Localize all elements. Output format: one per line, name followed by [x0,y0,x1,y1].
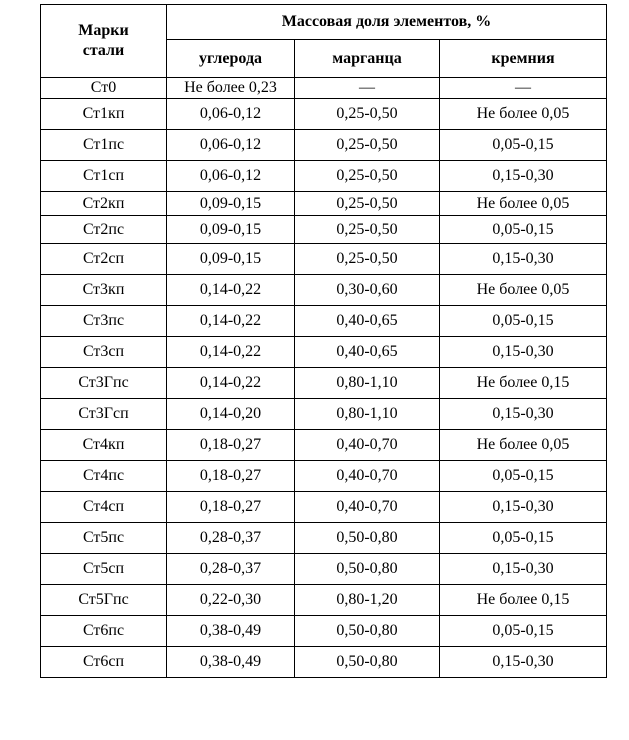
silicon-cell: Не более 0,15 [440,368,607,399]
silicon-cell: 0,05-0,15 [440,523,607,554]
grade-cell: Ст5пс [41,523,167,554]
table-row [41,399,607,430]
manganese-cell: 0,40-0,65 [295,337,440,368]
silicon-cell: Не более 0,05 [440,275,607,306]
manganese-cell: 0,25-0,50 [295,99,440,130]
table-row [41,554,607,585]
table-row [41,216,607,244]
table-row [41,585,607,616]
table-row [41,78,607,99]
table-row [41,161,607,192]
silicon-cell: 0,15-0,30 [440,161,607,192]
grade-cell: Ст6пс [41,616,167,647]
grade-cell: Ст3пс [41,306,167,337]
grade-cell: Ст5сп [41,554,167,585]
silicon-cell: 0,05-0,15 [440,616,607,647]
header-silicon: кремния [440,40,607,78]
carbon-cell: 0,38-0,49 [167,616,295,647]
silicon-cell: Не более 0,05 [440,430,607,461]
manganese-cell: 0,40-0,65 [295,306,440,337]
silicon-cell: Не более 0,05 [440,192,607,216]
silicon-cell: Не более 0,15 [440,585,607,616]
carbon-cell: 0,18-0,27 [167,461,295,492]
carbon-cell: 0,14-0,22 [167,337,295,368]
carbon-cell: 0,28-0,37 [167,523,295,554]
grade-cell: Ст3Гсп [41,399,167,430]
header-mass-fraction: Массовая доля элементов, % [167,5,607,40]
carbon-cell: 0,09-0,15 [167,244,295,275]
carbon-cell: 0,14-0,22 [167,275,295,306]
table-row [41,275,607,306]
manganese-cell: 0,40-0,70 [295,461,440,492]
manganese-cell: 0,25-0,50 [295,244,440,275]
grade-cell: Ст1пс [41,130,167,161]
manganese-cell: 0,25-0,50 [295,216,440,244]
manganese-cell: — [295,78,440,99]
table-row [41,130,607,161]
manganese-cell: 0,50-0,80 [295,647,440,678]
manganese-cell: 0,50-0,80 [295,523,440,554]
table-row [41,461,607,492]
silicon-cell: 0,15-0,30 [440,554,607,585]
grade-cell: Ст4пс [41,461,167,492]
table-row [41,244,607,275]
silicon-cell: 0,05-0,15 [440,306,607,337]
silicon-cell: — [440,78,607,99]
manganese-cell: 0,25-0,50 [295,130,440,161]
manganese-cell: 0,80-1,10 [295,399,440,430]
carbon-cell: 0,06-0,12 [167,99,295,130]
manganese-cell: 0,80-1,10 [295,368,440,399]
carbon-cell: 0,38-0,49 [167,647,295,678]
silicon-cell: 0,05-0,15 [440,216,607,244]
grade-cell: Ст2сп [41,244,167,275]
table-row [41,523,607,554]
carbon-cell: 0,14-0,22 [167,306,295,337]
carbon-cell: Не более 0,23 [167,78,295,99]
grade-cell: Ст1сп [41,161,167,192]
table-row [41,99,607,130]
table-row [41,337,607,368]
table-row [41,616,607,647]
silicon-cell: 0,15-0,30 [440,337,607,368]
table-row [41,368,607,399]
carbon-cell: 0,06-0,12 [167,161,295,192]
grade-cell: Ст3Гпс [41,368,167,399]
silicon-cell: 0,15-0,30 [440,399,607,430]
manganese-cell: 0,25-0,50 [295,161,440,192]
silicon-cell: 0,15-0,30 [440,244,607,275]
carbon-cell: 0,06-0,12 [167,130,295,161]
silicon-cell: 0,05-0,15 [440,130,607,161]
grade-cell: Ст3сп [41,337,167,368]
steel-composition-table [40,4,607,678]
header-grade: Марки стали [41,5,167,78]
manganese-cell: 0,40-0,70 [295,430,440,461]
manganese-cell: 0,30-0,60 [295,275,440,306]
table-body [41,78,607,678]
silicon-cell: 0,05-0,15 [440,461,607,492]
carbon-cell: 0,22-0,30 [167,585,295,616]
header-manganese: марганца [295,40,440,78]
carbon-cell: 0,09-0,15 [167,216,295,244]
grade-cell: Ст3кп [41,275,167,306]
carbon-cell: 0,14-0,22 [167,368,295,399]
silicon-cell: Не более 0,05 [440,99,607,130]
carbon-cell: 0,09-0,15 [167,192,295,216]
silicon-cell: 0,15-0,30 [440,492,607,523]
header-row-top [41,5,607,40]
grade-cell: Ст5Гпс [41,585,167,616]
grade-cell: Ст2пс [41,216,167,244]
grade-cell: Ст2кп [41,192,167,216]
carbon-cell: 0,28-0,37 [167,554,295,585]
manganese-cell: 0,50-0,80 [295,554,440,585]
table-row [41,647,607,678]
carbon-cell: 0,18-0,27 [167,492,295,523]
grade-cell: Ст0 [41,78,167,99]
table-row [41,492,607,523]
manganese-cell: 0,80-1,20 [295,585,440,616]
manganese-cell: 0,40-0,70 [295,492,440,523]
manganese-cell: 0,50-0,80 [295,616,440,647]
grade-cell: Ст6сп [41,647,167,678]
carbon-cell: 0,14-0,20 [167,399,295,430]
table-row [41,192,607,216]
table-header [41,5,607,78]
table-row [41,430,607,461]
grade-cell: Ст4сп [41,492,167,523]
header-carbon: углерода [167,40,295,78]
carbon-cell: 0,18-0,27 [167,430,295,461]
grade-cell: Ст1кп [41,99,167,130]
grade-cell: Ст4кп [41,430,167,461]
silicon-cell: 0,15-0,30 [440,647,607,678]
table-row [41,306,607,337]
manganese-cell: 0,25-0,50 [295,192,440,216]
